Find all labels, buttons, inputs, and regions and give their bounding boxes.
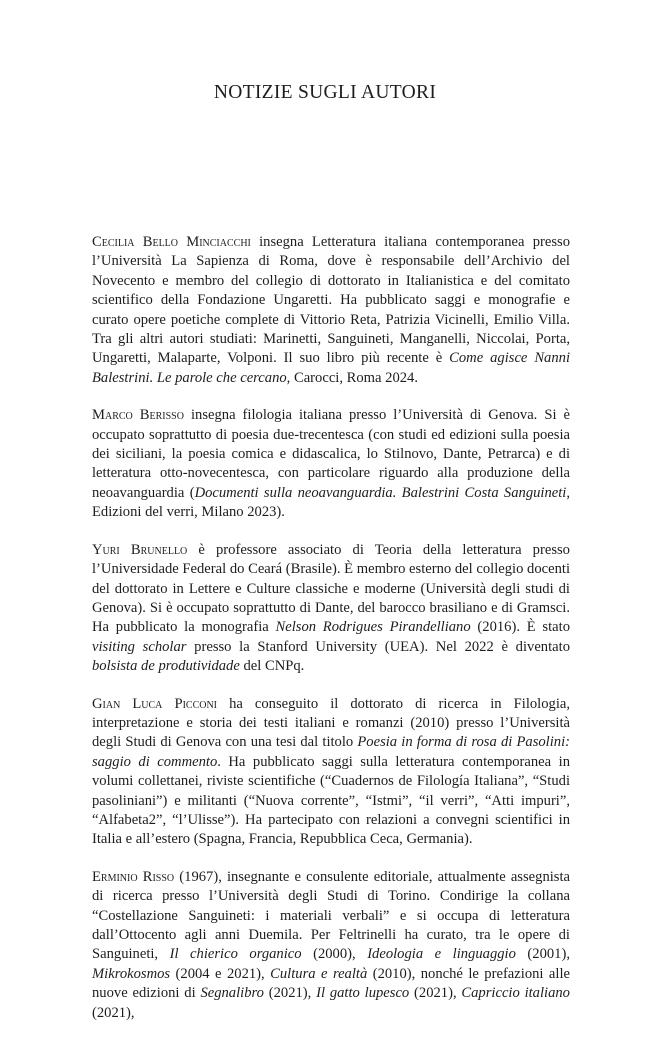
author-name: Yuri Brunello: [92, 541, 188, 558]
author-bios: [92, 233, 570, 1041]
bio-text: (1967), insegnante e consulente editoriale, attualmente assegnista di ricerca presso l’Università degli Studi di Torino. Condirige la collana “Costellazione Sanguineti: i materiali verbali” e si occupa di letteratura dall’Ottocento agli anni Duemila. Per Feltrinelli ha curato, tra le opere di Sanguineti,: [92, 868, 571, 963]
bio-text: insegna Letteratura italiana contemporanea presso l’Università La Sapienza di Roma, dove è responsabile dell’Archivio del Novecento e membro del collegio di dottorato in Italianistica e del comitato scientifico della Fondazione Ungaretti. Ha pubblicato saggi e monografie e curato opere poetiche complete di Vittorio Reta, Patrizia Vicinelli, Emilio Villa. Tra gli altri autori studiati: Marinetti, Sanguineti, Manganelli, Niccolai, Porta, Ungaretti, Malaparte, Volponi. Il suo libro più recente è: [92, 234, 570, 367]
bio-text: (2021),: [263, 985, 317, 1002]
bio-paragraph: [92, 868, 570, 1023]
bio-text: (2021),: [92, 1004, 135, 1021]
author-name: Erminio Risso: [92, 868, 175, 885]
bio-italic-text: bolsista de produtividade: [92, 658, 240, 675]
bio-text: (2001),: [515, 946, 570, 963]
bio-text: (2000),: [301, 946, 368, 963]
author-name: Marco Berisso: [92, 407, 184, 424]
bio-text: , Carocci, Roma 2024.: [286, 369, 418, 386]
bio-text: del CNPq.: [239, 658, 305, 675]
bio-text: presso la Stanford University (UEA). Nel 2022 è diventato: [186, 638, 570, 655]
bio-paragraph: [92, 695, 570, 850]
author-name: Cecilia Bello Minciacchi: [92, 234, 251, 250]
bio-italic-text: Ideologia e linguaggio: [367, 946, 516, 963]
bio-paragraph: [92, 406, 570, 522]
bio-text: , Edizioni del verri, Milano 2023).: [92, 484, 571, 521]
bio-italic-text: Nelson Rodrigues Pirandelliano: [275, 619, 471, 636]
bio-italic-text: Poesia in forma di rosa di Pasolini: saggio di commento: [92, 734, 570, 770]
bio-paragraph: [92, 233, 570, 388]
bio-italic-text: Cultura e realtà: [270, 965, 368, 982]
bio-italic-text: Il chierico organico: [169, 946, 302, 963]
page-title: NOTIZIE SUGLI AUTORI: [213, 82, 437, 103]
bio-italic-text: Segnalibro: [200, 985, 264, 1002]
bio-text: è professore associato di Teoria della letteratura presso l’Universidade Federal do Ceará (Brasile). È membro esterno del collegio docenti del dottorato in Lettere e Culture classiche e moderne (Università degli studi di Genova). Si è occupato soprattutto di Dante, del barocco brasiliano e di Gramsci. Ha pubblicato la monografia: [92, 541, 570, 636]
bio-italic-text: Come agisce Nanni Balestrini. Le parole che cercano: [92, 350, 570, 386]
bio-text: ha conseguito il dottorato di ricerca in Filologia, interpretazione e storia dei testi italiani e romanzi (2010) presso l’Università degli Studi di Genova con una tesi dal titolo: [92, 695, 570, 751]
bio-italic-text: Mikrokosmos: [92, 965, 171, 982]
bio-text: . Ha pubblicato saggi sulla letteratura contemporanea in volumi collettanei, riviste scientifiche (“Cuadernos de Filología Italiana”, “Studi pasoliniani”) e militanti (“Nuova corrente”, “Istmi”, “il verri”, “Atti impuri”, “Alfabeta2”, “l’Ulisse”). Ha partecipato con relazioni a convegni scientifici in Italia e all’estero (Spagna, Francia, Repubblica Ceca, Germania).: [92, 753, 570, 848]
bio-text: insegna filologia italiana presso l’Università di Genova. Si è occupato soprattutto di poesia due-trecentesca (con studi ed edizioni sulla poesia dei siciliani, la poesia comica e didascalica, lo Stilnovo, Dante, Petrarca) e di letteratura otto-novecentesca, con particolare riguardo alla produzione della neoavanguardia (: [92, 407, 570, 501]
author-name: Gian Luca Picconi: [92, 695, 218, 712]
bio-text: (2021),: [409, 985, 462, 1002]
bio-italic-text: Documenti sulla neoavanguardia. Balestrini Costa Sanguineti: [194, 484, 567, 501]
bio-text: (2016). È stato: [470, 619, 570, 636]
bio-text: (2010), nonché le prefazioni alle nuove edizioni di: [92, 965, 570, 1002]
bio-italic-text: Il gatto lupesco: [316, 985, 410, 1002]
bio-italic-text: Capriccio italiano: [461, 985, 570, 1002]
bio-text: (2004 e 2021),: [170, 965, 271, 982]
bio-italic-text: visiting scholar: [92, 638, 187, 655]
bio-paragraph: [92, 541, 570, 677]
